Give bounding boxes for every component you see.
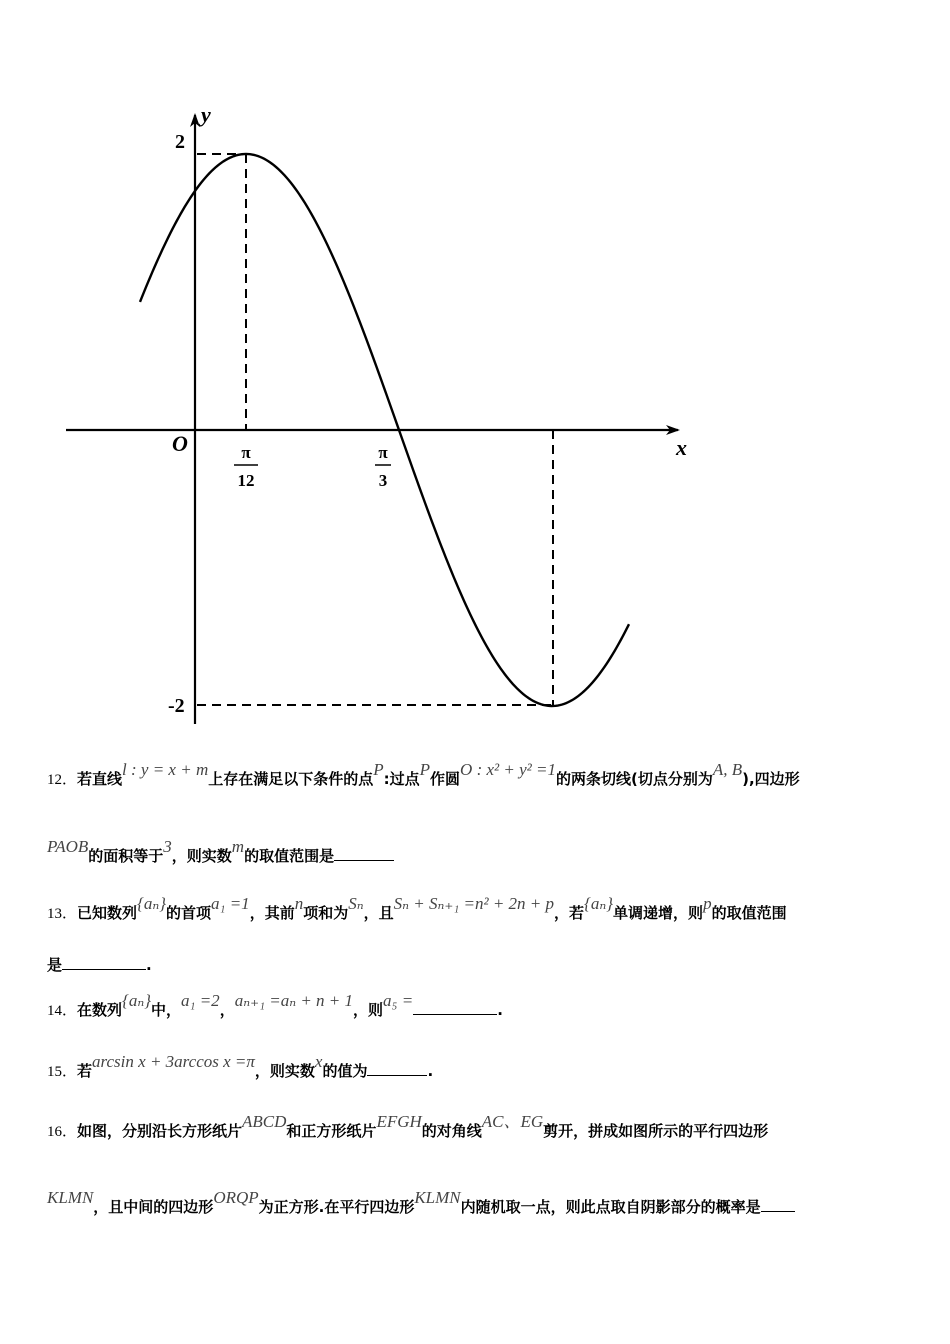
question-text: 已知数列 [77, 904, 138, 922]
question-text: 项和为 [303, 904, 349, 922]
math-expression: O : x² + y² =1 [460, 760, 556, 779]
y-tick-2: 2 [175, 131, 185, 153]
q16-line2 [47, 1188, 910, 1220]
question-text: 若直线 [77, 770, 123, 788]
question-text: ，其前 [249, 904, 295, 922]
x-tick-pi12-numerator: π [241, 443, 251, 462]
math-expression: ORQP [213, 1188, 259, 1207]
question-text: ， [219, 1001, 235, 1019]
question-text: ，则 [353, 1001, 384, 1019]
question-number: 12． [47, 772, 78, 788]
x-tick-pi12-denominator: 12 [237, 471, 255, 490]
math-expression: aₙ₊₁ =aₙ + n + 1 [234, 991, 354, 1010]
question-text: 中， [151, 1001, 182, 1019]
question-number: 14． [47, 1003, 78, 1019]
question-text: 是 [47, 956, 63, 974]
math-expression: a₁ =1 [211, 894, 250, 913]
x-tick-pi3-numerator: π [378, 443, 388, 462]
math-expression: arcsin x + 3arccos x =π [92, 1052, 255, 1071]
question-number: 15． [47, 1064, 78, 1080]
question-number: 16． [47, 1124, 78, 1140]
question-text: 的值为 [322, 1062, 368, 1080]
q14-line1 [47, 991, 910, 1024]
answer-blank [761, 1197, 795, 1212]
math-expression: KLMN [47, 1188, 94, 1207]
math-expression: PAOB [47, 837, 89, 856]
question-text: 的取值范围 [711, 904, 787, 922]
q13-line1 [47, 894, 910, 927]
math-expression: Sₙ + Sₙ₊₁ =n² + 2n + p [393, 894, 555, 913]
math-expression: l : y = x + m [122, 760, 209, 779]
math-expression: P [373, 760, 384, 779]
x-tick-pi3-denominator: 3 [378, 471, 388, 490]
math-expression: m [231, 837, 245, 856]
math-expression: Sₙ [348, 894, 364, 913]
question-text: 内随机取一点，则此点取自阴影部分的概率是 [460, 1198, 761, 1216]
question-text: 在数列 [77, 1001, 123, 1019]
question-text: . [146, 956, 152, 974]
answer-blank [367, 1061, 427, 1076]
math-expression: {aₙ} [122, 991, 152, 1010]
math-expression: {aₙ} [584, 894, 614, 913]
question-text: 作圆 [430, 770, 461, 788]
origin-label: O [172, 431, 188, 456]
question-text: ，且中间的四边形 [93, 1198, 214, 1216]
math-expression: p [703, 894, 712, 913]
math-expression: {aₙ} [137, 894, 167, 913]
question-number: 13． [47, 906, 78, 922]
q13-line2 [47, 952, 910, 978]
question-text: 上存在满足以下条件的点 [208, 770, 374, 788]
q12-line2 [47, 837, 910, 869]
question-text: 的两条切线(切点分别为 [555, 770, 713, 788]
math-expression: n [294, 894, 304, 913]
math-expression: a₅ = [383, 991, 414, 1010]
question-text: 的面积等于 [88, 847, 164, 865]
math-expression: P [419, 760, 431, 779]
math-expression: x [314, 1052, 323, 1071]
math-expression: 3 [163, 837, 172, 856]
y-axis-label: y [201, 102, 211, 127]
question-text: 为正方形.在平行四边形 [258, 1198, 415, 1216]
math-expression: a₁ =2 [181, 991, 220, 1010]
math-expression: EFGH [376, 1112, 422, 1131]
math-expression: ABCD [242, 1112, 287, 1131]
question-text: :过点 [383, 770, 420, 788]
q16-line1 [47, 1112, 910, 1145]
q12-line1 [47, 760, 910, 793]
math-expression: AC、EG [481, 1112, 544, 1131]
question-text: . [427, 1062, 434, 1080]
y-tick-neg2: -2 [168, 695, 185, 717]
question-text: 的取值范围是 [244, 847, 335, 865]
x-axis-label: x [676, 435, 687, 460]
answer-blank [334, 846, 394, 861]
question-text: 单调递增，则 [613, 904, 704, 922]
question-text: ，若 [554, 904, 585, 922]
question-text: 的对角线 [421, 1122, 482, 1140]
question-text: ，则实数 [254, 1062, 315, 1080]
question-text: 如图，分别沿长方形纸片 [77, 1122, 243, 1140]
question-text: ),四边形 [742, 770, 800, 788]
question-text: 和正方形纸片 [286, 1122, 377, 1140]
question-text: ，则实数 [171, 847, 232, 865]
answer-blank [62, 955, 146, 970]
question-text: . [497, 1001, 503, 1019]
question-text: 的首项 [166, 904, 212, 922]
q15-line1 [47, 1052, 910, 1085]
answer-blank [413, 1000, 497, 1015]
question-text: 剪开，拼成如图所示的平行四边形 [543, 1122, 769, 1140]
question-text: 若 [77, 1062, 93, 1080]
math-expression: KLMN [414, 1188, 461, 1207]
question-text: ，且 [363, 904, 394, 922]
math-expression: A, B [712, 760, 743, 779]
